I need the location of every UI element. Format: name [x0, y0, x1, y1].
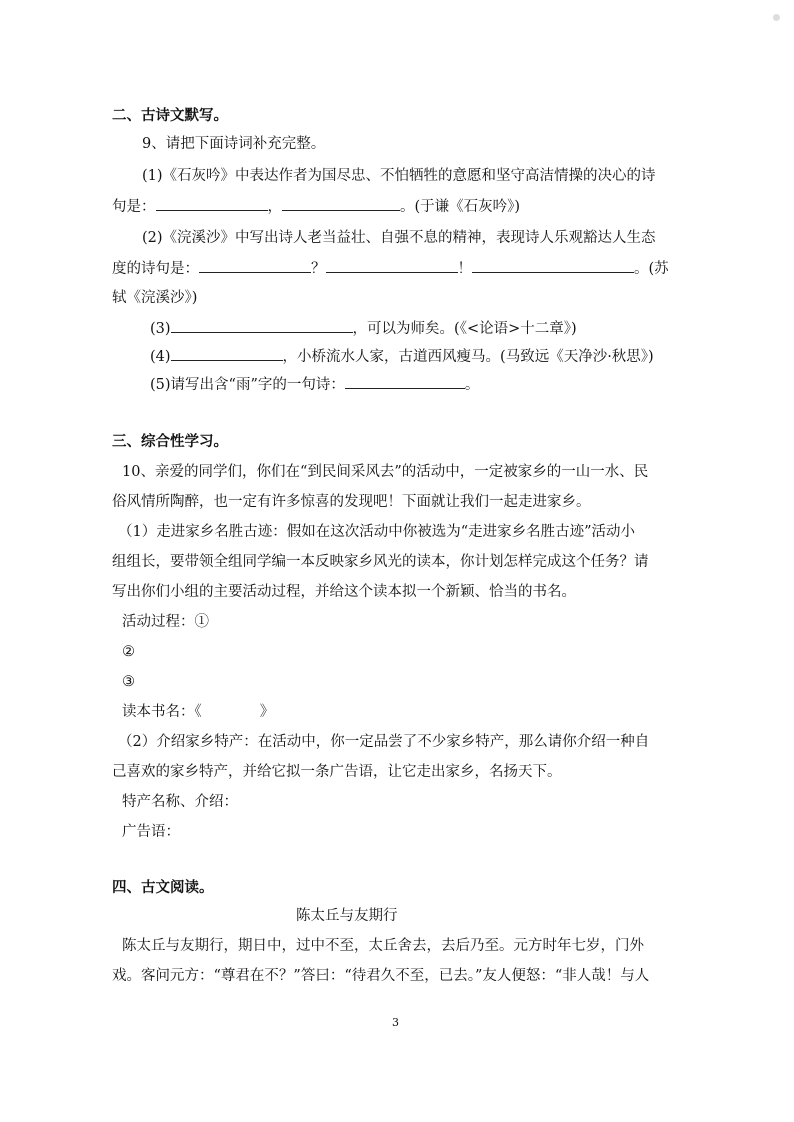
- q9-p2-line2: [112, 258, 669, 279]
- q9-p3-text: ，可以为师矣。(《<论语>十二章》): [352, 321, 577, 337]
- q9-p1-line2: [112, 196, 520, 217]
- book-title-label: 读本书名：《: [122, 704, 202, 720]
- q10-line1: 10、亲爱的同学们，你们在“到民间采风去”的活动中，一定被家乡的一山一水、民: [122, 464, 649, 480]
- process-step-2: ②: [122, 644, 135, 660]
- q9-p2-line1: (2)《浣溪沙》中写出诗人老当益壮、自强不息的精神，表现诗人乐观豁达人生态: [142, 230, 656, 246]
- q10-line2: 俗风情所陶醉，也一定有许多惊喜的发现吧！下面就让我们一起走进家乡。: [112, 494, 591, 510]
- q9-p4: [150, 346, 654, 367]
- book-title-line: [122, 702, 274, 722]
- process-label: 活动过程：①: [122, 614, 209, 630]
- passage-line2: 戏。客问元方：“尊君在不？”答曰：“待君久不至，已去。”友人便怒：“非人哉！与人: [112, 968, 650, 984]
- q9-p4-prefix: (4): [150, 349, 171, 365]
- q9-p3-prefix: (3): [150, 321, 171, 337]
- specialty-label: 特产名称、介绍：: [122, 794, 238, 810]
- answer-blank[interactable]: [199, 258, 311, 273]
- process-step-3: ③: [122, 674, 135, 690]
- sub1-line1: （1）走进家乡名胜古迹：假如在这次活动中你被选为“走进家乡名胜古迹”活动小: [118, 524, 636, 540]
- book-title-close: 》: [259, 704, 275, 720]
- answer-blank[interactable]: [472, 258, 634, 273]
- sub1-line3: 写出你们小组的主要活动过程，并给这个读本拟一个新颖、恰当的书名。: [112, 584, 576, 600]
- q9-p5-end: 。: [464, 377, 480, 393]
- slogan-label: 广告语：: [122, 824, 180, 840]
- q9-p4-text: ，小桥流水人家，古道西风瘦马。(马致远《天净沙·秋思》): [282, 349, 654, 365]
- scan-mark: [773, 14, 780, 21]
- passage-title: 陈太丘与友期行: [296, 908, 398, 924]
- section4-heading: 四、古文阅读。: [112, 879, 214, 896]
- section2-heading: 二、古诗文默写。: [112, 107, 228, 124]
- answer-blank[interactable]: [282, 196, 400, 211]
- q9-p2-line3: 轼《浣溪沙》): [112, 290, 198, 306]
- q9-p2-end: 。(苏: [634, 261, 669, 277]
- page-number: 3: [392, 1016, 399, 1029]
- answer-blank[interactable]: [345, 374, 465, 389]
- passage-line1: 陈太丘与友期行，期日中，过中不至，太丘舍去，去后乃至。元方时年七岁，门外: [122, 938, 644, 954]
- q9-stem: 9、请把下面诗词补充完整。: [142, 136, 326, 152]
- section3-heading: 三、综合性学习。: [112, 433, 228, 450]
- q9-p1-source: 。(于谦《石灰吟》): [400, 199, 521, 215]
- q9-p2-exclaim: ！: [457, 261, 472, 277]
- sub1-line2: 组组长，要带领全组同学编一本反映家乡风光的读本，你计划怎样完成这个任务？请: [112, 554, 649, 570]
- q9-p2-prefix: 度的诗句是：: [112, 261, 199, 277]
- q9-p2-question: ？: [311, 261, 326, 277]
- q9-p5-prefix: (5)请写出含“雨”字的一句诗：: [150, 377, 345, 393]
- q9-p1-line1: (1)《石灰吟》中表达作者为国尽忠、不怕牺牲的意愿和坚守高洁情操的决心的诗: [142, 168, 656, 184]
- sub2-line1: （2）介绍家乡特产：在活动中，你一定品尝了不少家乡特产，那么请你介绍一种自: [118, 734, 650, 750]
- q9-p5: [150, 374, 479, 395]
- sub2-line2: 己喜欢的家乡特产，并给它拟一条广告语，让它走出家乡，名扬天下。: [112, 764, 562, 780]
- answer-blank[interactable]: [171, 318, 353, 333]
- answer-blank[interactable]: [326, 258, 458, 273]
- answer-blank[interactable]: [171, 346, 283, 361]
- answer-blank[interactable]: [156, 196, 268, 211]
- q9-p3: [150, 318, 577, 339]
- q9-p1-comma: ，: [267, 199, 282, 215]
- q9-p1-prefix: 句是：: [112, 199, 156, 215]
